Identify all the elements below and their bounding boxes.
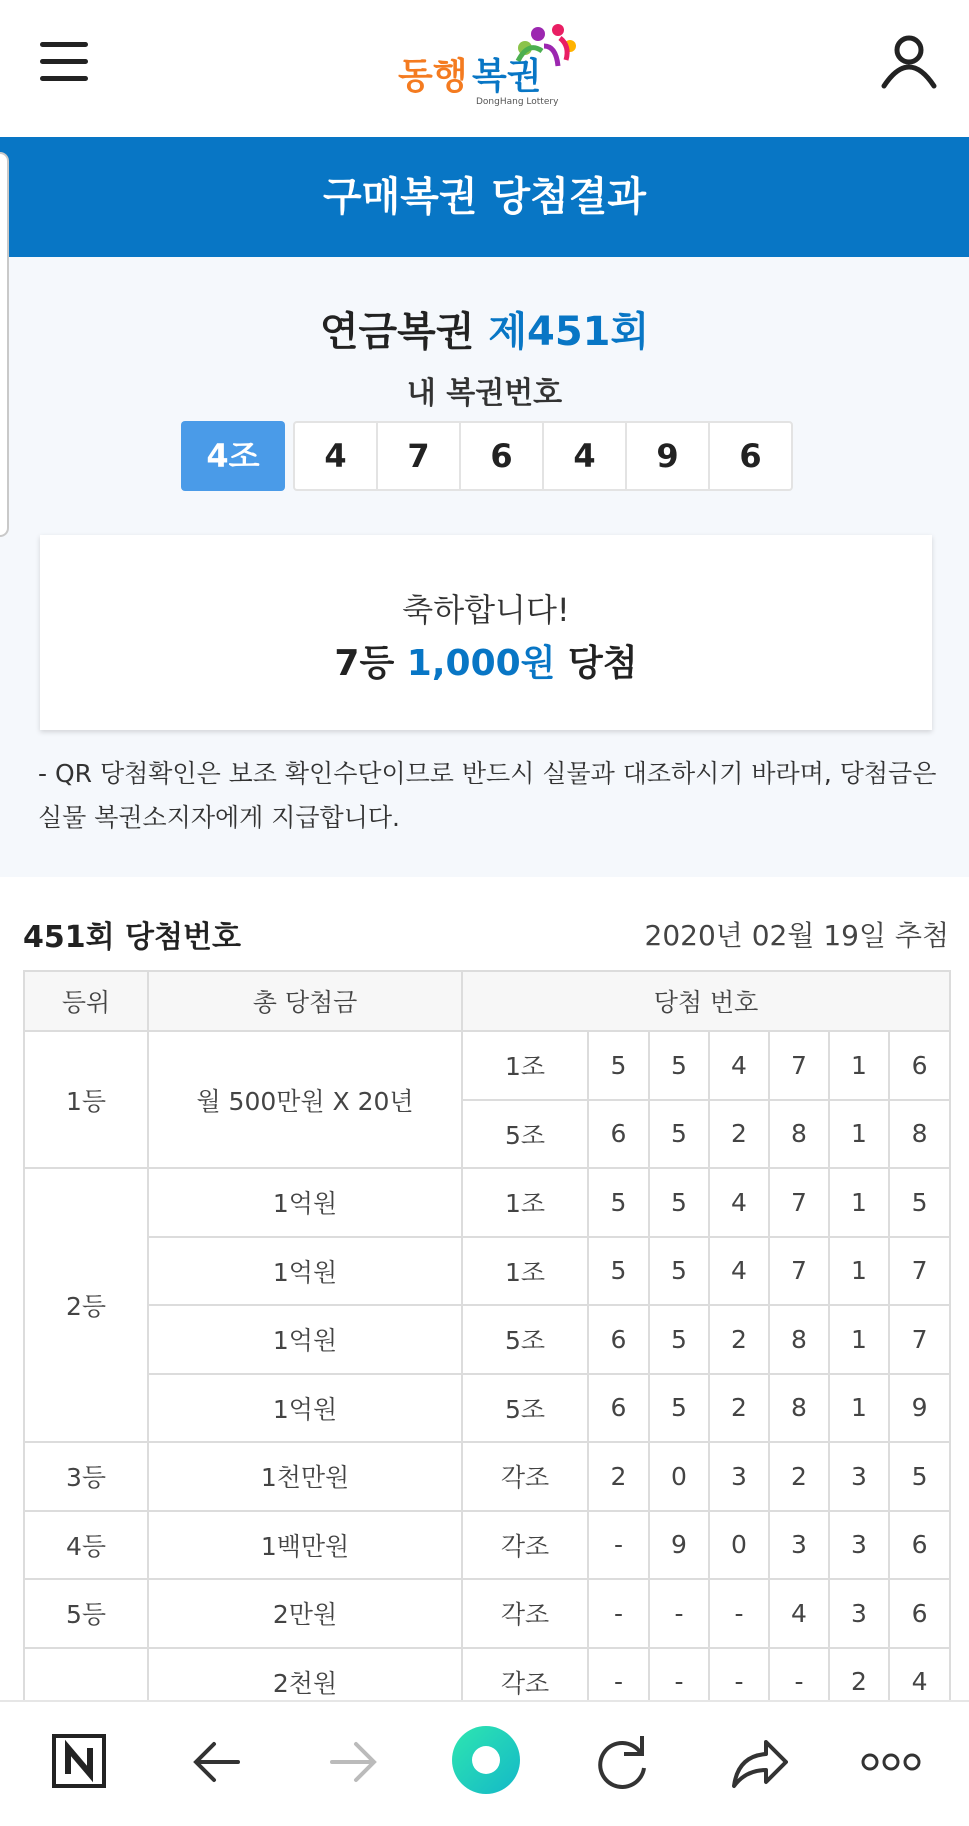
- number-cell: 4: [709, 1237, 769, 1306]
- user-icon[interactable]: [880, 34, 938, 90]
- number-cell: 7: [889, 1237, 950, 1306]
- ticket-digit: 4: [324, 437, 347, 475]
- number-cell: 8: [769, 1305, 829, 1374]
- header-numbers: 당첨 번호: [462, 971, 950, 1031]
- number-cell: 6: [588, 1374, 649, 1443]
- qr-notice: - QR 당첨확인은 보조 확인수단이므로 반드시 실물과 대조하시기 바라며, 당첨금은 실물 복권소지자에게 지급합니다.: [38, 759, 937, 832]
- forward-arrow-icon: [328, 1702, 378, 1822]
- share-icon[interactable]: [730, 1702, 788, 1822]
- number-cell: 0: [649, 1442, 709, 1511]
- number-cell: 0: [709, 1511, 769, 1580]
- number-cell: 4: [769, 1579, 829, 1648]
- page-title-banner: [0, 137, 969, 257]
- prize-cell: 1억원: [148, 1237, 462, 1306]
- ticket-digit: 6: [459, 423, 542, 489]
- number-cell: 8: [769, 1100, 829, 1169]
- number-cell: 4: [709, 1168, 769, 1237]
- group-cell: 각조: [462, 1579, 588, 1648]
- rank-cell: 5등: [24, 1579, 148, 1648]
- number-cell: 3: [829, 1511, 889, 1580]
- ticket-digit: 7: [376, 423, 459, 489]
- round-label: 제451회: [488, 309, 650, 355]
- prize-line: [40, 635, 932, 686]
- group-cell: 5조: [462, 1305, 588, 1374]
- rank-cell: 1등: [24, 1031, 148, 1168]
- prize-cell: 월 500만원 X 20년: [148, 1031, 462, 1168]
- draw-title: 451회 당첨번호: [23, 920, 241, 955]
- ticket-digit: 4: [542, 423, 625, 489]
- prize-cell: 1백만원: [148, 1511, 462, 1580]
- menu-icon[interactable]: [40, 42, 88, 82]
- app-header: [0, 0, 969, 137]
- prize-cell: 1억원: [148, 1374, 462, 1443]
- more-icon[interactable]: [860, 1702, 922, 1822]
- table-row: [24, 1442, 950, 1511]
- number-cell: 5: [588, 1237, 649, 1306]
- number-cell: -: [588, 1511, 649, 1580]
- number-cell: 9: [889, 1374, 950, 1443]
- number-cell: 4: [709, 1031, 769, 1100]
- number-cell: 5: [588, 1031, 649, 1100]
- browser-bottom-bar: [0, 1700, 969, 1820]
- group-cell: 5조: [462, 1100, 588, 1169]
- naver-icon[interactable]: [52, 1702, 106, 1822]
- number-cell: 2: [709, 1305, 769, 1374]
- number-cell: 5: [649, 1374, 709, 1443]
- number-cell: 1: [829, 1031, 889, 1100]
- svg-text:DongHang Lottery: DongHang Lottery: [476, 97, 559, 107]
- prize-suffix: 당첨: [568, 643, 638, 684]
- ticket-digits: [293, 421, 793, 491]
- number-cell: 8: [889, 1100, 950, 1169]
- table-row: [24, 1237, 950, 1306]
- number-cell: -: [588, 1648, 649, 1717]
- number-cell: 2: [588, 1442, 649, 1511]
- prize-amount: 1,000원: [406, 643, 556, 684]
- number-cell: 1: [829, 1168, 889, 1237]
- number-cell: 3: [709, 1442, 769, 1511]
- number-cell: -: [588, 1579, 649, 1648]
- number-cell: 7: [889, 1305, 950, 1374]
- table-row: [24, 1511, 950, 1580]
- number-cell: 6: [889, 1031, 950, 1100]
- number-cell: 5: [649, 1237, 709, 1306]
- svg-text:복권: 복권: [472, 56, 542, 97]
- table-row: [24, 1168, 950, 1237]
- number-cell: 5: [649, 1100, 709, 1169]
- lottery-round-title: [0, 300, 969, 357]
- winning-numbers-table: [23, 970, 951, 1717]
- table-row: [24, 1374, 950, 1443]
- result-card: [40, 535, 932, 730]
- number-cell: 6: [889, 1579, 950, 1648]
- number-cell: 3: [769, 1511, 829, 1580]
- number-cell: 6: [588, 1305, 649, 1374]
- home-circle-icon[interactable]: [450, 1702, 522, 1822]
- number-cell: 3: [829, 1442, 889, 1511]
- ticket-digit: 9: [625, 423, 708, 489]
- back-arrow-icon[interactable]: [192, 1702, 242, 1822]
- donghang-logo[interactable]: [398, 16, 576, 112]
- number-cell: 3: [829, 1579, 889, 1648]
- prize-cell: 2만원: [148, 1579, 462, 1648]
- number-cell: 1: [829, 1305, 889, 1374]
- rank-cell: 3등: [24, 1442, 148, 1511]
- draw-date: 2020년 02월 19일 추첨: [644, 919, 949, 952]
- number-cell: 1: [829, 1237, 889, 1306]
- number-cell: 7: [769, 1031, 829, 1100]
- group-cell: 1조: [462, 1031, 588, 1100]
- table-row: [24, 1305, 950, 1374]
- group-cell: 5조: [462, 1374, 588, 1443]
- page-title: 구매복권 당첨결과: [322, 174, 647, 220]
- number-cell: -: [709, 1579, 769, 1648]
- group-cell: 1조: [462, 1168, 588, 1237]
- header-rank: 등위: [24, 971, 148, 1031]
- number-cell: 1: [829, 1374, 889, 1443]
- number-cell: 7: [769, 1237, 829, 1306]
- number-cell: 5: [649, 1305, 709, 1374]
- ticket-digit: 6: [708, 423, 791, 489]
- prize-cell: 2천원: [148, 1648, 462, 1717]
- prize-rank: 7등: [334, 643, 395, 684]
- lottery-name: 연금복권: [319, 309, 475, 355]
- table-row: [24, 1579, 950, 1648]
- number-cell: 6: [588, 1100, 649, 1169]
- number-cell: -: [709, 1648, 769, 1717]
- number-cell: 2: [769, 1442, 829, 1511]
- number-cell: 5: [889, 1168, 950, 1237]
- table-header-row: [24, 971, 950, 1031]
- number-cell: 6: [889, 1511, 950, 1580]
- prize-cell: 1억원: [148, 1305, 462, 1374]
- number-cell: 9: [649, 1511, 709, 1580]
- group-cell: 각조: [462, 1648, 588, 1717]
- number-cell: 2: [829, 1648, 889, 1717]
- number-cell: 5: [649, 1168, 709, 1237]
- number-cell: 1: [829, 1100, 889, 1169]
- number-cell: -: [649, 1648, 709, 1717]
- header-prize: 총 당첨금: [148, 971, 462, 1031]
- number-cell: -: [769, 1648, 829, 1717]
- rank-cell: 2등: [24, 1168, 148, 1442]
- prize-cell: 1천만원: [148, 1442, 462, 1511]
- number-cell: 5: [649, 1031, 709, 1100]
- number-cell: 2: [709, 1100, 769, 1169]
- table-row: [24, 1031, 950, 1100]
- congrats-text: 축하합니다!: [402, 591, 570, 629]
- number-cell: 5: [588, 1168, 649, 1237]
- number-cell: 2: [709, 1374, 769, 1443]
- rank-cell: 4등: [24, 1511, 148, 1580]
- number-cell: 7: [769, 1168, 829, 1237]
- group-cell: 각조: [462, 1442, 588, 1511]
- number-cell: 4: [889, 1648, 950, 1717]
- number-cell: -: [649, 1579, 709, 1648]
- ticket-group: 4조: [181, 421, 285, 491]
- number-cell: 8: [769, 1374, 829, 1443]
- my-number-label: 내 복권번호: [406, 376, 563, 411]
- number-cell: 5: [889, 1442, 950, 1511]
- group-cell: 1조: [462, 1237, 588, 1306]
- prize-cell: 1억원: [148, 1168, 462, 1237]
- refresh-icon[interactable]: [594, 1702, 650, 1822]
- svg-text:동행: 동행: [398, 56, 468, 97]
- group-cell: 각조: [462, 1511, 588, 1580]
